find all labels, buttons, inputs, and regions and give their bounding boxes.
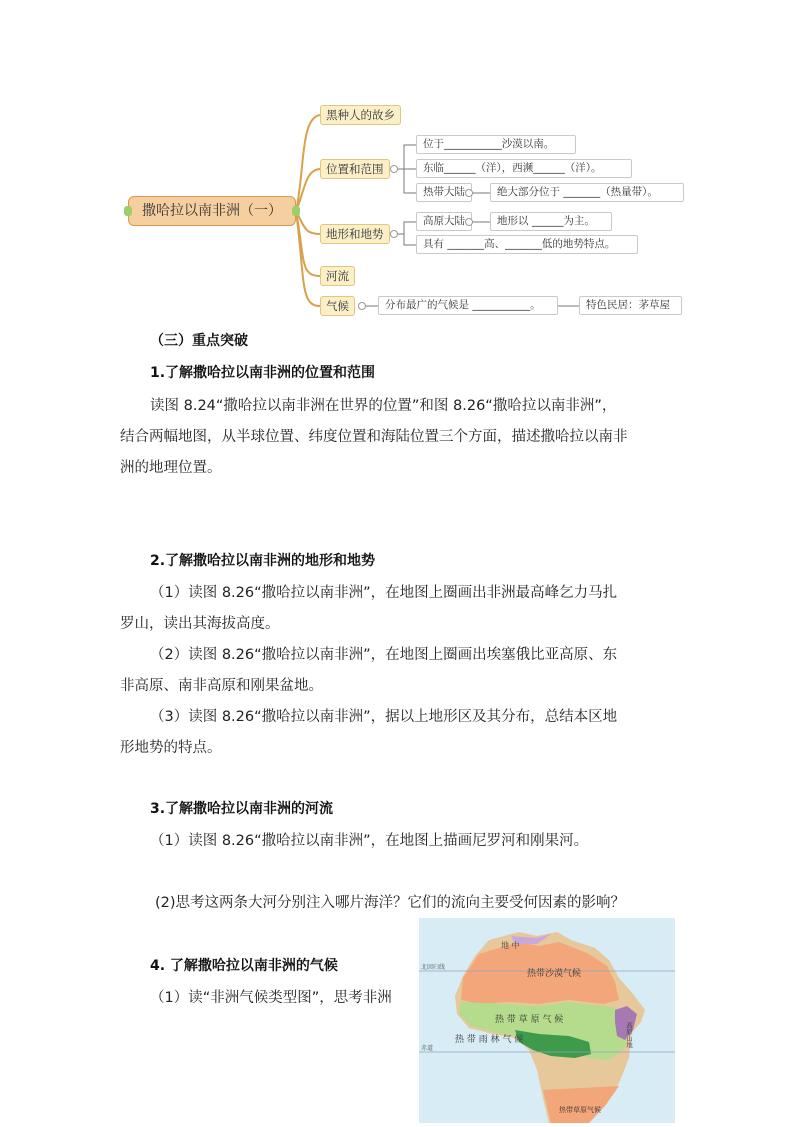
s2-line: 罗山，读出其海拔高度。: [120, 616, 280, 632]
mind-map-root: [128, 196, 296, 226]
leaf-dwelling: 特色民居：茅草屋: [579, 296, 682, 315]
leaf-tropical-continent: 热带大陆: [416, 183, 472, 202]
collapse-handle-left[interactable]: [124, 206, 132, 216]
africa-climate-map: [419, 918, 675, 1123]
s3-line: （1）读图 8.26“撒哈拉以南非洲”，在地图上描画尼罗河和刚果河。: [150, 833, 589, 849]
s4-title: 4. 了解撒哈拉以南非洲的气候: [150, 958, 338, 974]
label-savanna: 热 带 草 原 气 候: [495, 1015, 564, 1025]
leaf-climate-type: 分布最广的气候是 ___________。: [378, 296, 558, 315]
label-equator: 赤道: [421, 1045, 434, 1052]
s3-title: 3.了解撒哈拉以南非洲的河流: [150, 801, 334, 817]
label-desert: 热带沙漠气候: [527, 969, 582, 979]
s2-title: 2.了解撒哈拉以南非洲的地形和地势: [150, 553, 376, 569]
s1-line: 读图 8.24“撒哈拉以南非洲在世界的位置”和图 8.26“撒哈拉以南非洲”，: [150, 398, 617, 414]
root-label: 撒哈拉以南非洲（一）: [142, 203, 282, 219]
expand-dot[interactable]: [390, 165, 398, 173]
s1-line: 洲的地理位置。: [120, 460, 222, 476]
s2-line: （3）读图 8.26“撒哈拉以南非洲”，据以上地形区及其分布，总结本区地: [150, 709, 618, 725]
label-rainforest: 热 带 雨 林 气 候: [455, 1035, 524, 1045]
leaf-oceans: 东临______（洋），西濒______（洋）。: [416, 159, 632, 178]
branch-location: 位置和范围: [320, 159, 390, 179]
leaf-heat-zone: 绝大部分位于 _______（热量带）。: [490, 183, 684, 202]
expand-dot[interactable]: [465, 218, 473, 226]
branch-black-people: 黑种人的故乡: [320, 105, 401, 125]
climate-map-svg: [419, 918, 675, 1123]
expand-dot[interactable]: [465, 189, 473, 197]
label-savanna-south: 热带草原气候: [559, 1106, 601, 1114]
s2-line: （1）读图 8.26“撒哈拉以南非洲”，在地图上圈画出非洲最高峰乞力马扎: [150, 585, 618, 601]
s3-line: (2)思考这两条大河分别注入哪片海洋？它们的流向主要受何因素的影响？: [155, 895, 626, 911]
expand-dot[interactable]: [390, 230, 398, 238]
leaf-terrain-feature: 具有 _______高、_______低的地势特点。: [416, 235, 638, 254]
branch-climate: 气候: [320, 296, 355, 316]
collapse-handle-right[interactable]: [292, 206, 300, 216]
label-mediterranean: 地 中: [501, 941, 520, 950]
section-title: （三）重点突破: [150, 333, 248, 349]
s2-line: （2）读图 8.26“撒哈拉以南非洲”，在地图上圈画出埃塞俄比亚高原、东: [150, 647, 618, 663]
s2-line: 非高原、南非高原和刚果盆地。: [120, 678, 323, 694]
s1-line: 结合两幅地图，从半球位置、纬度位置和海陆位置三个方面，描述撒哈拉以南非: [120, 429, 628, 445]
expand-dot[interactable]: [358, 302, 366, 310]
leaf-located: 位于___________沙漠以南。: [416, 135, 576, 154]
branch-rivers: 河流: [320, 266, 355, 286]
branch-terrain: 地形和地势: [320, 224, 390, 244]
leaf-landform: 地形以 ______为主。: [490, 212, 612, 231]
label-highland: 高原山地: [625, 1022, 633, 1048]
s1-title: 1.了解撒哈拉以南非洲的位置和范围: [150, 365, 376, 381]
label-tropic-of-cancer: 北回归线: [421, 964, 446, 971]
s2-line: 形地势的特点。: [120, 740, 222, 756]
mind-map-connectors: [0, 0, 794, 330]
s4-line: （1）读“非洲气候类型图”，思考非洲: [150, 990, 392, 1006]
leaf-plateau-continent: 高原大陆: [416, 212, 472, 231]
